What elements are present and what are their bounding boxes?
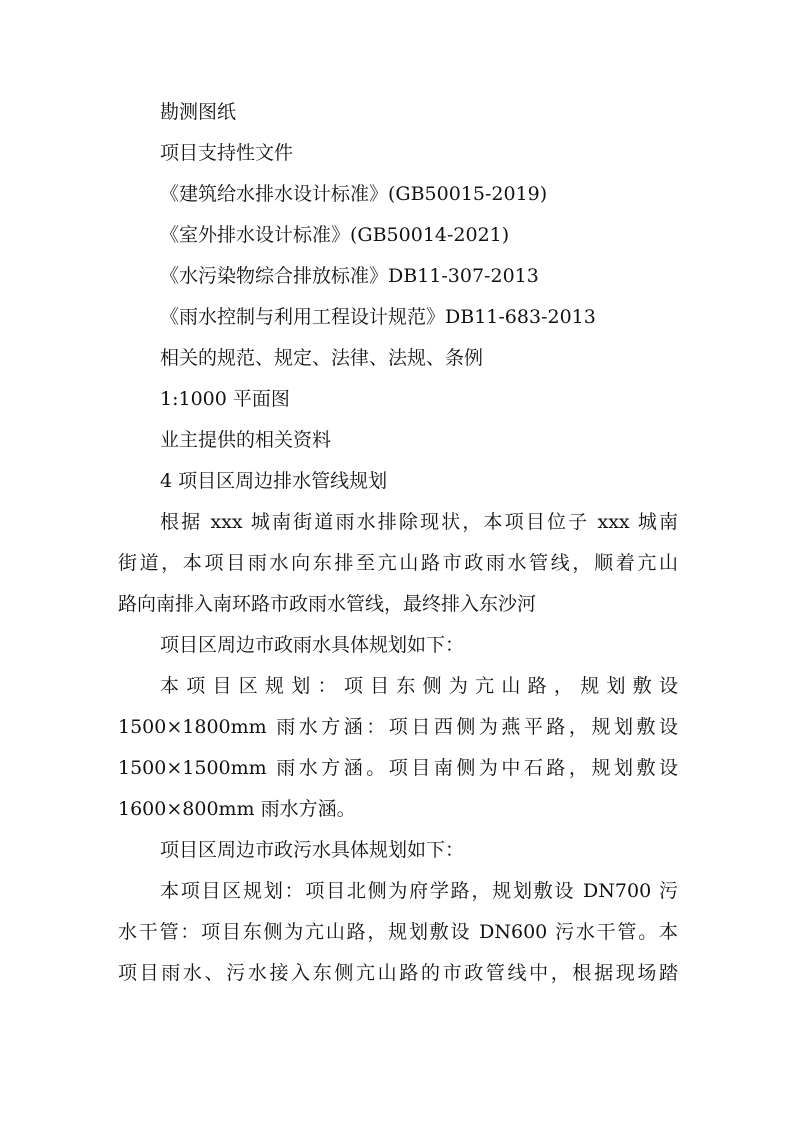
text-line-owner-materials: 业主提供的相关资料 [160, 429, 332, 451]
text-line-standard-gb50015: 《建筑给水排水设计标准》(GB50015-2019) [160, 183, 548, 205]
paragraph-line: 本项目区规划：项目东侧为亢山路，规划敷设 [160, 675, 678, 697]
paragraph-line: 街道，本项目雨水向东排至亢山路市政雨水管线，顺着亢山 [118, 552, 678, 574]
text-line-supporting-docs: 项目支持性文件 [160, 142, 294, 164]
paragraph-line: 路向南排入南环路市政雨水管线，最终排入东沙河 [118, 593, 537, 615]
text-line-plan-map: 1:1000 平面图 [160, 388, 290, 410]
paragraph-line: 水干管：项目东侧为亢山路，规划敷设 DN600 污水干管。本 [118, 921, 678, 943]
paragraph-line: 1500×1500mm 雨水方涵。项目南侧为中石路，规划敷设 [118, 757, 678, 779]
paragraph-sewage-planning [118, 871, 678, 994]
text-line-standard-db11-307: 《水污染物综合排放标准》DB11-307-2013 [160, 265, 539, 287]
paragraph-line: 本项目区规划：项目北侧为府学路，规划敷设 DN700 污 [160, 880, 678, 902]
text-line-standard-db11-683: 《雨水控制与利用工程设计规范》DB11-683-2013 [160, 306, 596, 328]
paragraph-rain-status [118, 502, 678, 625]
text-line-standard-gb50014: 《室外排水设计标准》(GB50014-2021) [160, 224, 510, 246]
document-body [118, 92, 678, 994]
section-heading-drainage-planning: 4 项目区周边排水管线规划 [160, 470, 388, 492]
paragraph-line: 项目雨水、污水接入东侧亢山路的市政管线中，根据现场踏 [118, 962, 678, 984]
paragraph-line: 1600×800mm 雨水方涵。 [118, 798, 356, 820]
heading-sewage-planning: 项目区周边市政污水具体规划如下： [160, 839, 465, 861]
text-line-survey-drawings: 勘测图纸 [160, 101, 237, 123]
paragraph-rain-planning [118, 666, 678, 830]
paragraph-line: 根据 xxx 城南街道雨水排除现状，本项目位子 xxx 城南 [160, 511, 678, 533]
heading-rain-planning: 项目区周边市政雨水具体规划如下： [160, 634, 465, 656]
text-line-regulations: 相关的规范、规定、法律、法规、条例 [160, 347, 484, 369]
paragraph-line: 1500×1800mm 雨水方涵：项日西侧为燕平路，规划敷设 [118, 716, 678, 738]
